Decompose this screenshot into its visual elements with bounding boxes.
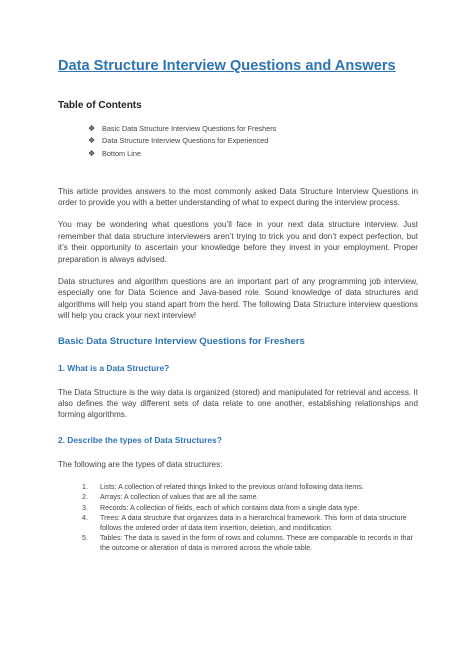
toc-item[interactable] <box>88 135 418 148</box>
list-item-text: Tables: The data is saved in the form of rows and columns. These are comparable to records in that the outcome or alteration of data is mirrored across the whole table. <box>100 534 413 553</box>
list-item-number: 1. <box>82 483 88 492</box>
preparation-paragraph: You may be wondering what questions you’ll face in your next data structure interview. Just remember that data structure interviewers aren’t trying to trick you and don’t expect perfection, but it’s their opportunity to ascertain your knowledge before they invest in your employment. Proper preparation is always advised. <box>58 220 418 264</box>
toc-heading: Table of Contents <box>58 100 142 111</box>
list-item-number: 3. <box>82 503 88 512</box>
list-item <box>82 482 418 492</box>
list-item-number: 2. <box>82 493 88 502</box>
list-item-text: Records: A collection of fields, each of which contains data from a single data type. <box>100 503 360 512</box>
toc-item-label: Basic Data Structure Interview Questions for Freshers <box>102 123 277 133</box>
list-item <box>82 503 418 513</box>
toc-list <box>58 122 418 160</box>
data-structure-types-list <box>58 482 418 553</box>
intro-paragraph: This article provides answers to the most commonly asked Data Structure Interview Questions in order to provide you with a better understanding of what to expect during the interview process. <box>58 186 418 207</box>
section-heading: Basic Data Structure Interview Questions for Freshers <box>58 335 305 347</box>
list-item <box>82 513 418 533</box>
list-item <box>82 533 418 553</box>
list-item-text: Trees: A data structure that organizes data in a hierarchical framework. This form of data structure follows the ordered order of data item insertion, deletion, and modification. <box>100 513 407 532</box>
question-1-heading: 1. What is a Data Structure? <box>58 362 170 373</box>
list-item-text: Lists: A collection of related things linked to the previous or/and following data items. <box>100 483 364 492</box>
importance-paragraph: Data structures and algorithm questions are an important part of any programming job interview, especially one for Data Science and Java-based role. Sound knowledge of data structures and algorithms will help you stand apart from the herd. The following Data Structure interview questions will help you crack your next interview! <box>58 276 418 321</box>
question-2-heading: 2. Describe the types of Data Structures? <box>58 434 222 445</box>
question-2-intro: The following are the types of data structures: <box>58 459 223 469</box>
question-1-answer: The Data Structure is the way data is organized (stored) and manipulated for retrieval and access. It also defines the way different sets of data relate to one another, establishing relationships and forming algorithms. <box>58 387 418 420</box>
diamond-bullet-icon: ❖ <box>88 136 96 146</box>
toc-item[interactable] <box>88 122 418 135</box>
toc-item-label: Data Structure Interview Questions for Experienced <box>102 136 269 146</box>
toc-item[interactable] <box>88 147 418 160</box>
list-item-text: Arrays: A collection of values that are all the same. <box>100 493 259 502</box>
diamond-bullet-icon: ❖ <box>88 123 96 133</box>
list-item <box>82 492 418 502</box>
document-title: Data Structure Interview Questions and Answers <box>58 58 396 74</box>
toc-item-label: Bottom Line <box>102 148 141 158</box>
list-item-number: 4. <box>82 513 88 522</box>
list-item-number: 5. <box>82 534 88 543</box>
diamond-bullet-icon: ❖ <box>88 148 96 158</box>
